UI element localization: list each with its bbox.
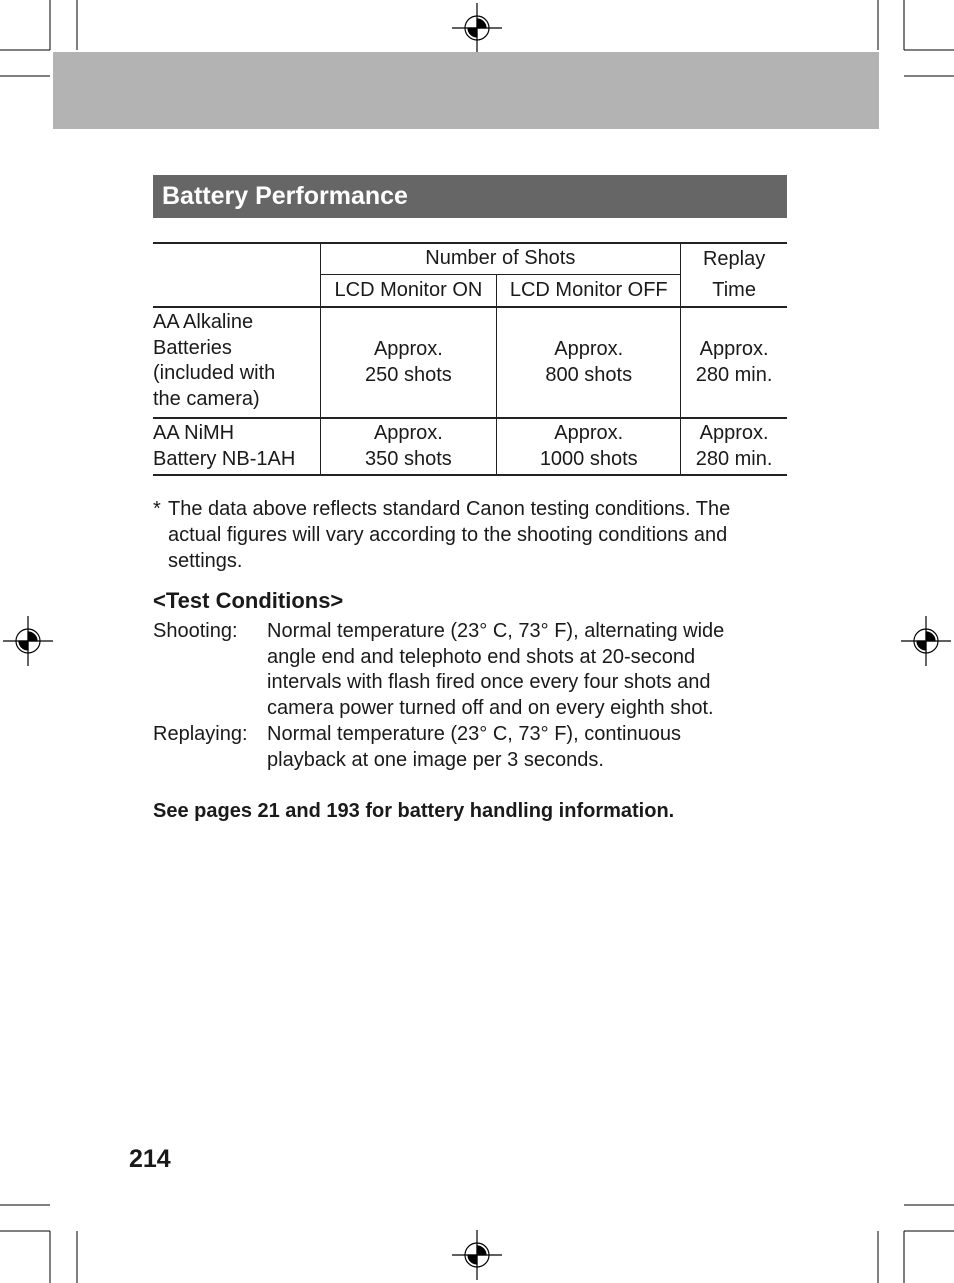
registration-mark-bottom [452,1230,502,1280]
battery-handling-reference: See pages 21 and 193 for battery handling information. [153,800,675,822]
cell-nimh-lcd-on: Approx. 350 shots [320,418,497,475]
table-row [153,307,787,418]
cell-nimh-replay: Approx. 280 min. [681,418,787,475]
page-number: 214 [129,1145,171,1173]
footnote-line: settings. [168,550,243,572]
table-corner-cell [153,243,320,307]
header-lcd-monitor-off: LCD Monitor OFF [497,275,681,308]
footnote-line: The data above reflects standard Canon testing conditions. The [168,498,731,520]
replaying-label: Replaying: [153,723,248,745]
cell-alkaline-lcd-on: Approx. 250 shots [320,307,497,418]
header-lcd-monitor-on: LCD Monitor ON [320,275,497,308]
footnote-line: actual figures will vary according to the shooting conditions and [168,524,728,546]
replaying-line: Normal temperature (23° C, 73° F), continuous [267,723,681,745]
header-replay-line1: Replay [681,243,787,275]
cell-alkaline-replay: Approx. 280 min. [681,307,787,418]
header-band [53,52,879,129]
shooting-label: Shooting: [153,620,238,642]
shooting-line: angle end and telephoto end shots at 20-second [267,645,696,668]
row-label-alkaline: AA Alkaline Batteries (included with the camera) [153,307,320,418]
replaying-line: playback at one image per 3 seconds. [267,748,604,771]
shooting-line: Normal temperature (23° C, 73° F), alternating wide [267,620,725,642]
battery-performance-table [153,242,787,476]
shooting-line: camera power turned off and on every eighth shot. [267,697,714,720]
registration-mark-left [3,616,53,666]
footnote-marker: * [153,498,161,520]
shooting-line: intervals with flash fired once every four shots and [267,671,711,694]
registration-mark-right [901,616,951,666]
shooting-condition [153,619,793,722]
replaying-condition [153,722,793,773]
footnote [153,496,793,574]
test-conditions-heading: <Test Conditions> [153,588,344,613]
section-title: Battery Performance [153,175,787,218]
header-replay-line2: Time [681,275,787,308]
cell-nimh-lcd-off: Approx. 1000 shots [497,418,681,475]
table-row [153,418,787,475]
registration-mark-top [452,3,502,53]
row-label-nimh: AA NiMH Battery NB-1AH [153,418,320,475]
header-number-of-shots: Number of Shots [320,243,681,275]
cell-alkaline-lcd-off: Approx. 800 shots [497,307,681,418]
